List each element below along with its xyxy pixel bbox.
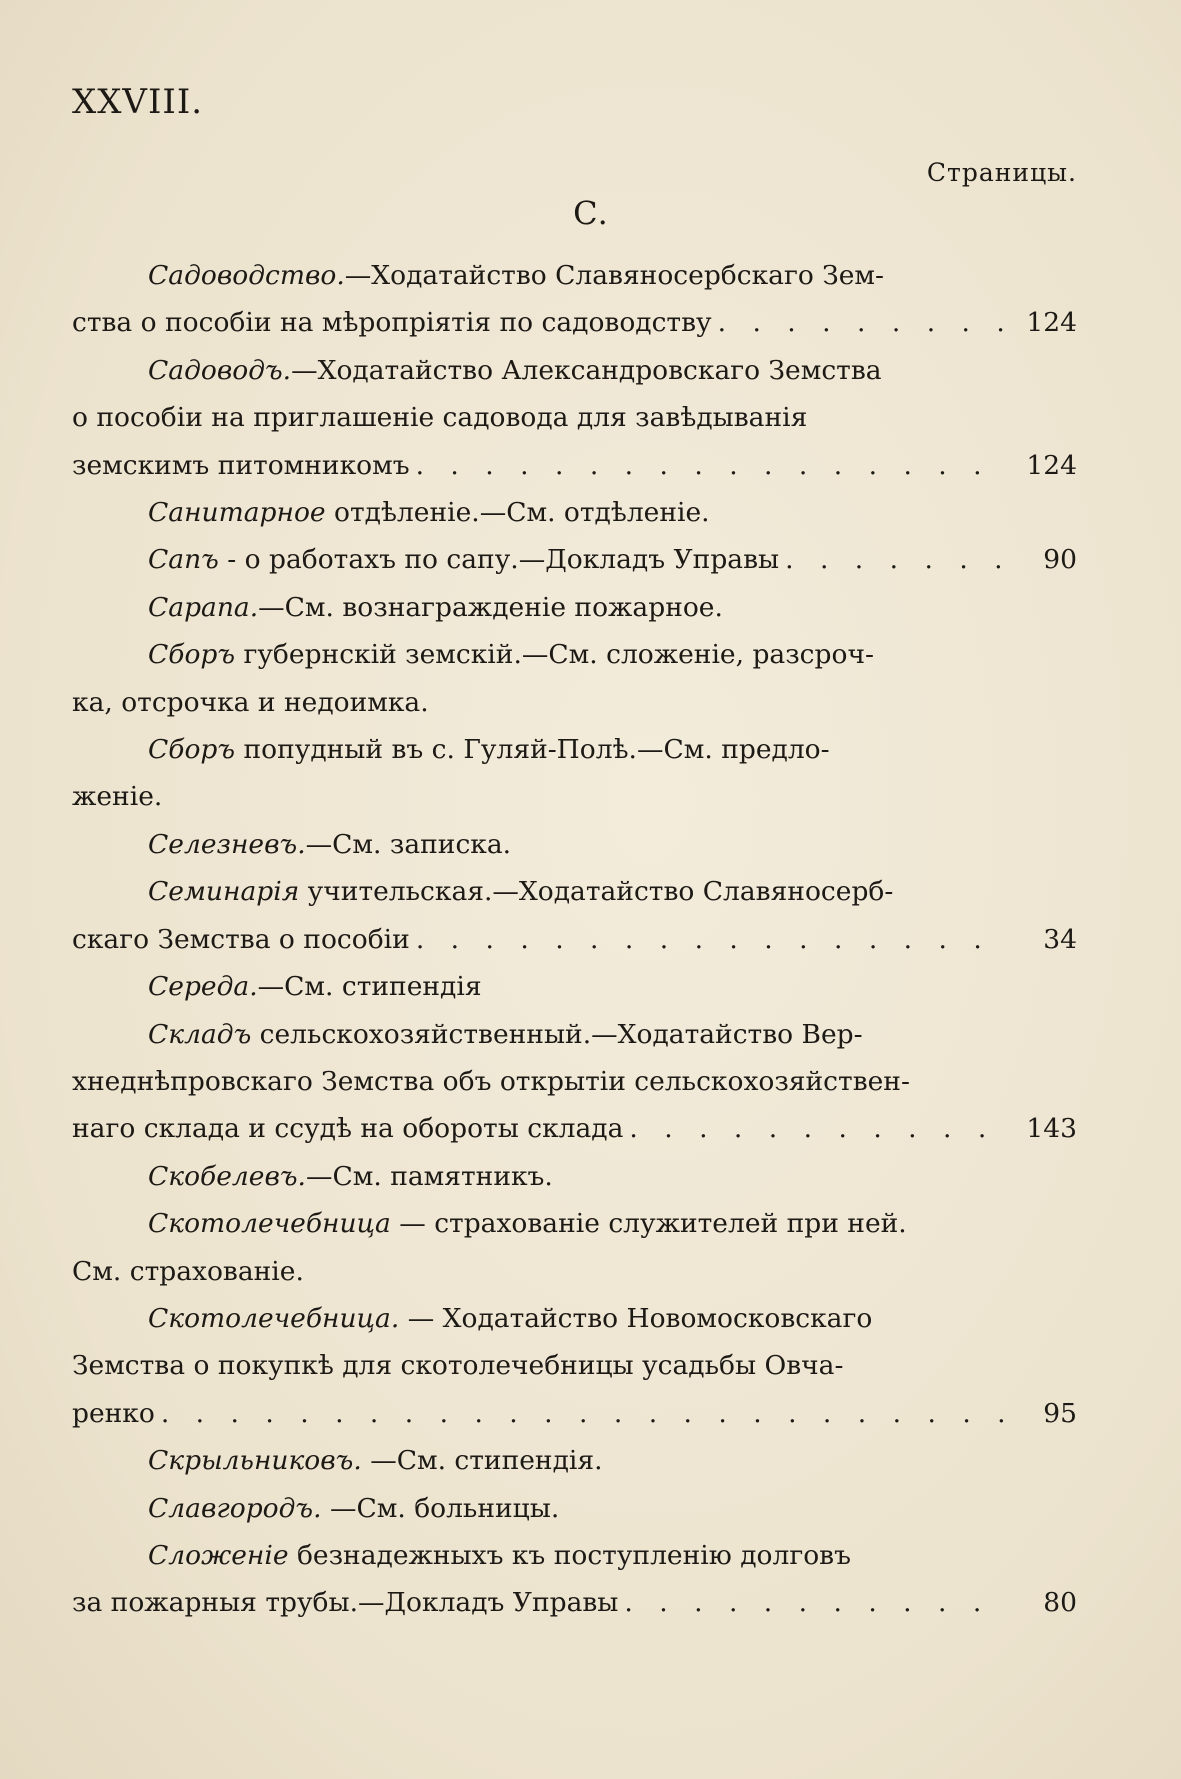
entry-first-line — [72, 1153, 1077, 1200]
page-number: XXVIII. — [72, 82, 204, 122]
entry-first-line — [72, 1011, 1077, 1058]
entry-first-line — [72, 1485, 1077, 1532]
entry-line-with-page — [72, 916, 1077, 963]
entry-first-line — [72, 726, 1077, 773]
index-entry — [72, 868, 1077, 963]
entry-text: ства о пособіи на мѣропріятія по садоводству — [72, 307, 712, 339]
index-entry — [72, 821, 1077, 868]
entry-description: учительская.—Ходатайство Славяносерб- — [299, 876, 894, 908]
entry-description: —См. стипендія. — [361, 1445, 603, 1477]
entry-continuation-line: ка, отсрочка и недоимка. — [72, 686, 429, 718]
entry-description: — страхованіе служителей при ней. — [390, 1208, 907, 1240]
entry-description: —См. больницы. — [321, 1492, 560, 1524]
entry-description: —См. стипендія — [257, 971, 482, 1003]
entry-description: - о работахъ по сапу.—Докладъ Управы — [218, 544, 780, 576]
entry-page-number: 143 — [1026, 1113, 1077, 1145]
entry-page-number: 80 — [1043, 1587, 1077, 1619]
entry-description: — Ходатайство Новомосковскаго — [399, 1302, 873, 1334]
entry-description: отдѣленіе.—См. отдѣленіе. — [325, 497, 710, 529]
entry-text: земскимъ питомникомъ — [72, 449, 410, 481]
entry-continuation-line: хнеднѣпровскаго Земства объ открытіи сельскохозяйствен- — [72, 1065, 910, 1097]
entry-description: —См. памятникъ. — [305, 1160, 553, 1192]
entry-page-number: 95 — [1043, 1397, 1077, 1429]
index-entry — [72, 726, 1077, 821]
entry-description: попудный въ с. Гуляй-Полѣ.—См. предло- — [235, 734, 830, 766]
entry-first-line — [72, 1437, 1077, 1484]
index-entry — [72, 347, 1077, 489]
entry-headword: Скобелевъ. — [148, 1160, 306, 1192]
entry-headword: Сборъ — [148, 639, 236, 671]
entry-line-with-page — [72, 299, 1077, 346]
entry-headword: Селезневъ. — [148, 828, 306, 860]
entry-line-with-page — [72, 1390, 1077, 1437]
entry-headword: Складъ — [148, 1018, 252, 1050]
entry-first-line — [72, 252, 1077, 299]
index-entry — [72, 584, 1077, 631]
entry-text — [148, 536, 779, 583]
leader-dots — [629, 1105, 1007, 1152]
entry-headword: Скрыльниковъ. — [148, 1445, 362, 1477]
entry-first-line — [72, 631, 1077, 678]
pages-column-label: Страницы. — [926, 158, 1077, 187]
entry-text: за пожарныя трубы.—Докладъ Управы — [72, 1587, 619, 1619]
entry-first-line — [72, 489, 1077, 536]
index-entry — [72, 1532, 1077, 1627]
leader-dots — [161, 1390, 1007, 1437]
entry-headword: Семинарія — [148, 876, 300, 908]
entry-continuation-line: См. страхованіе. — [72, 1255, 304, 1287]
entry-headword: Садоводство. — [148, 260, 345, 291]
entry-line-with-page — [72, 442, 1077, 489]
entry-first-line — [72, 584, 1077, 631]
index-entries — [72, 252, 1077, 1627]
entry-description: —См. вознагражденіе пожарное. — [258, 591, 723, 623]
entry-description: —Ходатайство Александровскаго Земства — [291, 354, 882, 386]
entry-description: сельскохозяйственный.—Ходатайство Вер- — [251, 1018, 863, 1050]
entry-continuation-line: о пособіи на приглашеніе садовода для завѣдыванія — [72, 402, 808, 434]
entry-first-line — [72, 821, 1077, 868]
entry-headword: Санитарное — [148, 497, 326, 529]
entry-headword: Славгородъ. — [148, 1492, 322, 1524]
entry-first-line — [72, 347, 1077, 394]
index-entry — [72, 252, 1077, 347]
section-letter: С. — [573, 194, 608, 232]
entry-text: наго склада и ссудѣ на обороты склада — [72, 1113, 624, 1145]
entry-page-number: 34 — [1043, 923, 1077, 955]
leader-dots — [624, 1579, 1007, 1626]
index-entry — [72, 1200, 1077, 1295]
entry-headword: Скотолечебница. — [148, 1302, 400, 1334]
index-entry — [72, 1153, 1077, 1200]
entry-first-line — [72, 1200, 1077, 1247]
entry-continuation-line: женіе. — [72, 781, 163, 813]
leader-dots — [416, 442, 1007, 489]
entry-headword: Сапъ — [148, 544, 219, 576]
entry-continuation-line: Земства о покупкѣ для скотолечебницы усадьбы Овча- — [72, 1350, 844, 1382]
index-entry — [72, 963, 1077, 1010]
entry-first-line — [72, 963, 1077, 1010]
entry-description: губернскій земскій.—См. сложеніе, разсроч- — [235, 639, 874, 671]
entry-headword: Сарапа. — [148, 591, 259, 623]
entry-text: скаго Земства о пособіи — [72, 923, 410, 955]
entry-first-line — [72, 1532, 1077, 1579]
entry-line-with-page — [72, 1105, 1077, 1152]
entry-page-number: 124 — [1026, 449, 1077, 481]
entry-description: —Ходатайство Славяносербскаго Зем- — [344, 260, 884, 291]
index-entry — [72, 1437, 1077, 1484]
entry-headword: Скотолечебница — [148, 1208, 391, 1240]
entry-line-with-page — [72, 1579, 1077, 1626]
entry-headword: Середа. — [148, 971, 258, 1003]
entry-description: безнадежныхъ къ поступленію долговъ — [288, 1539, 851, 1571]
entry-text: ренко — [72, 1397, 155, 1429]
leader-dots — [416, 916, 1007, 963]
leader-dots — [718, 299, 1007, 346]
leader-dots — [785, 536, 1007, 583]
entry-headword: Сборъ — [148, 734, 236, 766]
entry-description: —См. записка. — [305, 828, 512, 860]
index-entry — [72, 631, 1077, 726]
entry-first-line — [72, 1295, 1077, 1342]
entry-first-line — [72, 868, 1077, 915]
entry-page-number: 90 — [1043, 544, 1077, 576]
entry-headword: Сложеніе — [148, 1539, 289, 1571]
index-entry — [72, 536, 1077, 583]
entry-page-number: 124 — [1026, 307, 1077, 339]
index-entry — [72, 1011, 1077, 1153]
index-entry — [72, 1485, 1077, 1532]
entry-headword: Садоводъ. — [148, 354, 292, 386]
index-entry — [72, 489, 1077, 536]
index-entry — [72, 1295, 1077, 1437]
entry-line-with-page — [72, 536, 1077, 583]
